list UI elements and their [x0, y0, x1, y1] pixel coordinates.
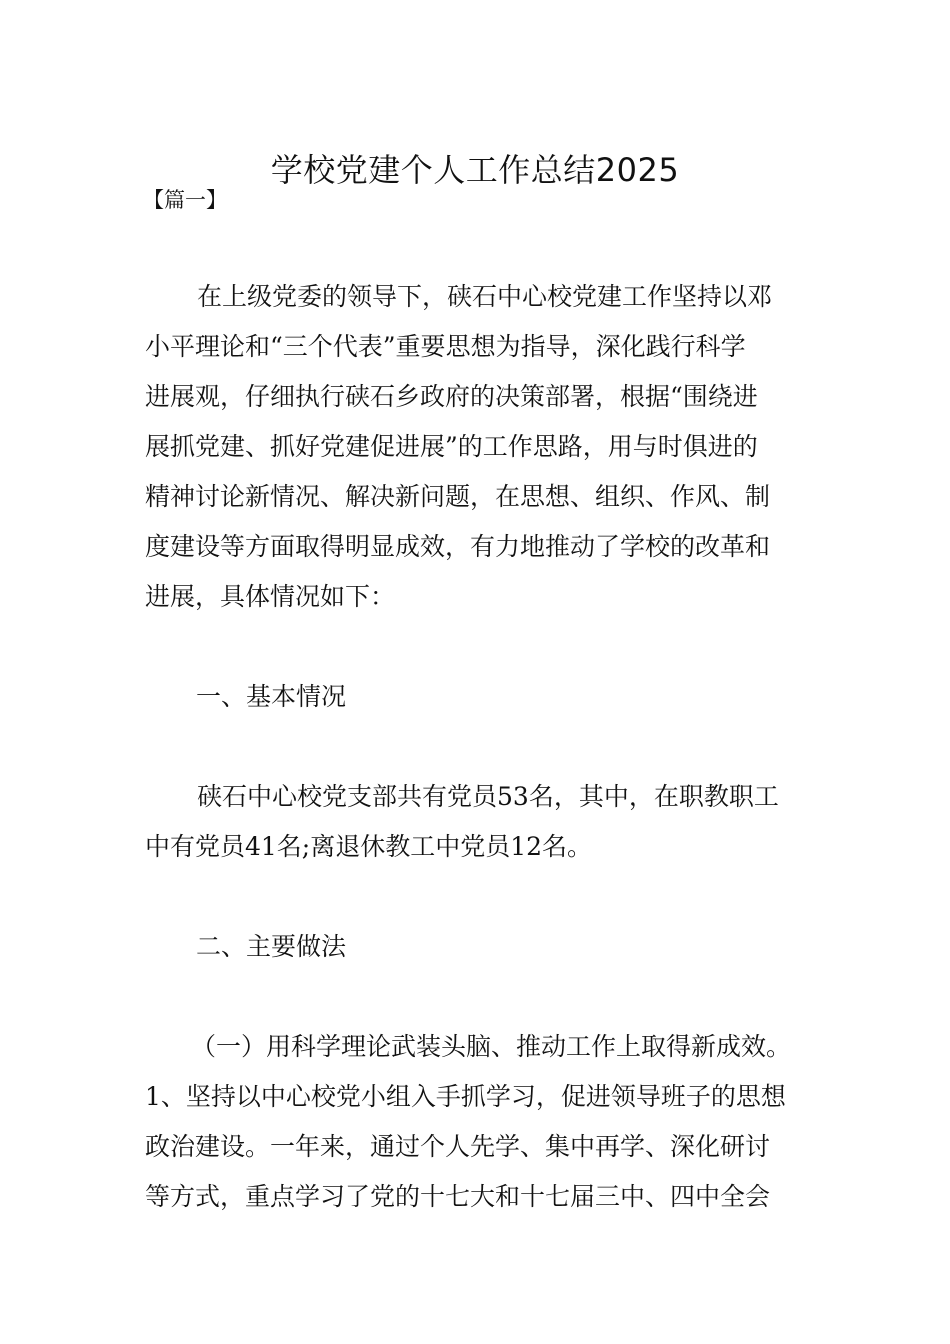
paragraph-line: 中有党员41名;离退休教工中党员12名。: [145, 832, 593, 861]
section-heading-basic-situation: 一、基本情况: [196, 682, 347, 711]
intro-paragraph: [145, 272, 810, 622]
main-practices-paragraph: [145, 1022, 835, 1222]
paragraph-line: 政治建设。一年来，通过个人先学、集中再学、深化研讨: [145, 1132, 771, 1161]
paragraph-line: （一）用科学理论武装头脑、推动工作上取得新成效。: [191, 1032, 792, 1061]
basic-situation-paragraph: [145, 772, 810, 872]
paragraph-line: 进展，具体情况如下：: [145, 582, 396, 611]
paragraph-line: 精神讨论新情况、解决新问题，在思想、组织、作风、制: [145, 482, 771, 511]
paragraph-line: 等方式，重点学习了党的十七大和十七届三中、四中全会: [145, 1182, 771, 1211]
document-title: 学校党建个人工作总结2025: [270, 151, 680, 190]
paragraph-line: 1、坚持以中心校党小组入手抓学习，促进领导班子的思想: [145, 1082, 786, 1111]
section-tag: 【篇一】: [143, 188, 227, 212]
section-heading-main-practices: 二、主要做法: [196, 932, 347, 961]
paragraph-line: 展抓党建、抓好党建促进展”的工作思路，用与时俱进的: [145, 432, 758, 461]
paragraph-line: 在上级党委的领导下，硖石中心校党建工作坚持以邓: [197, 282, 773, 311]
paragraph-line: 进展观，仔细执行硖石乡政府的决策部署，根据“围绕进: [145, 382, 758, 411]
paragraph-line: 小平理论和“三个代表”重要思想为指导，深化践行科学: [145, 332, 746, 361]
paragraph-line: 硖石中心校党支部共有党员53名，其中，在职教职工: [197, 782, 779, 811]
paragraph-line: 度建设等方面取得明显成效，有力地推动了学校的改革和: [145, 532, 771, 561]
